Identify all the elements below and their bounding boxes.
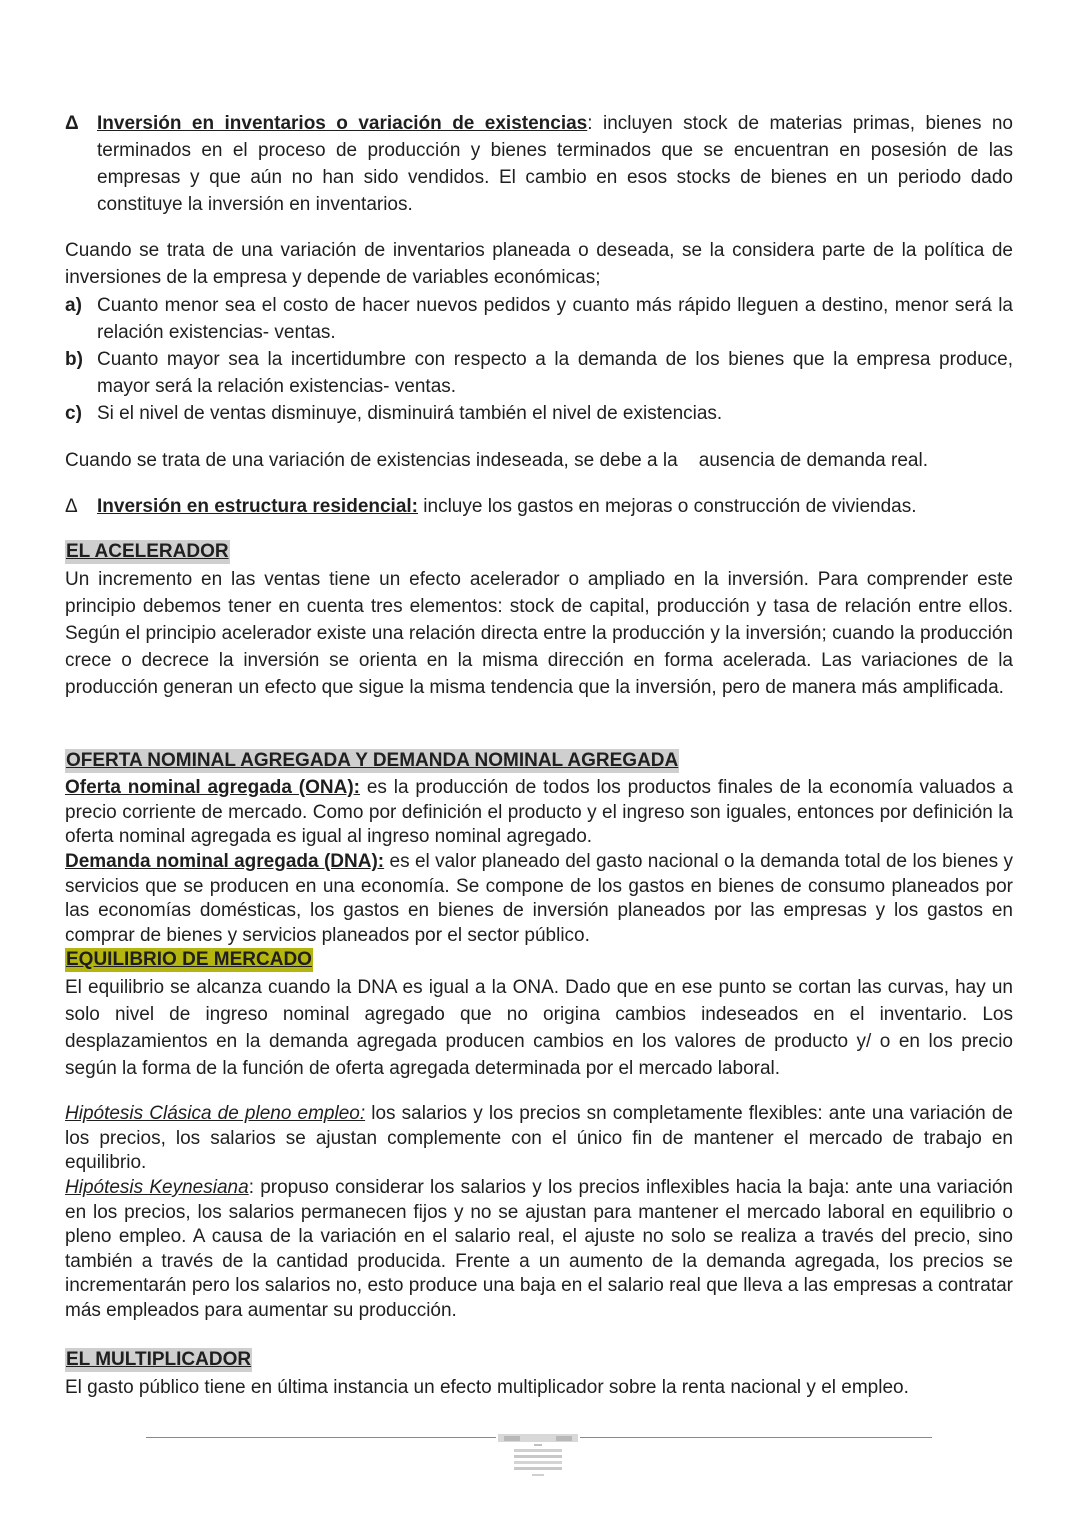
delta-bullet-icon: Δ bbox=[65, 496, 78, 517]
paragraph-indeseada: Cuando se trata de una variación de existencias indeseada, se debe a la ausencia de demanda real. bbox=[65, 450, 928, 471]
term-inventarios: Inversión en inventarios o variación de existencias bbox=[97, 113, 588, 134]
term-residencial: Inversión en estructura residencial: bbox=[97, 496, 419, 517]
list-item-a bbox=[65, 292, 1013, 346]
paragraph-equilibrio: El equilibrio se alcanza cuando la DNA es igual a la ONA. Dado que en ese punto se cortan las curvas, hay un solo nivel de ingreso nominal agregado que no origina cambios indeseados en el inventario. Los desplazamientos en la demanda agregada producen cambios en los valores de producto y/ o en los precio según la forma de la función de oferta agregada determinada por el mercado laboral. bbox=[65, 977, 1013, 1079]
term-ona: Oferta nominal agregada (ONA): bbox=[65, 777, 361, 798]
footer-logo-icon bbox=[498, 1434, 578, 1480]
list-item-c bbox=[65, 400, 1013, 427]
term-hipotesis-keynesiana: Hipótesis Keynesiana bbox=[65, 1177, 249, 1198]
text-hipotesis-keynesiana: : propuso considerar los salarios y los precios inflexibles hacia la baja: ante una variación en los precios, los salarios permanecen fijos y no se ajustan para mantener el mercado laboral en equilibrio o pleno empleo. A causa de la variación en el salario real, el ajuste no solo se realiza a través del precio, sino también a través de la cantidad producida. Frente a un aumento de la demanda agregada, los precios se incrementarán pero los salarios no, esto produce una baja en el salario real que lleva a las empresas a contratar más empleados para aumentar su producción. bbox=[65, 1177, 1013, 1321]
text-ona: es la producción de todos los productos finales de la economía valuados a precio corriente de mercado. Como por definición el producto y el ingreso son iguales, entonces por definición la oferta nominal agregada es igual al ingreso nominal agregado. bbox=[65, 777, 1013, 847]
text-dna: es el valor planeado del gasto nacional o la demanda total de los bienes y servicios que se producen en una economía. Se compone de los gastos en bienes de consumo planeados por las economías domésticas, los gastos en bienes de inversión planeados por las empresas y los gastos en comprar de bienes y servicios planeados por el sector público. bbox=[65, 851, 1013, 946]
heading-acelerador: EL ACELERADOR bbox=[66, 541, 229, 562]
paragraph-planeada: Cuando se trata de una variación de inventarios planeada o deseada, se la considera parte de la política de inversiones de la empresa y depende de variables económicas; bbox=[65, 240, 1013, 288]
heading-equilibrio: EQUILIBRIO DE MERCADO bbox=[66, 949, 312, 970]
footer-divider-left bbox=[146, 1437, 496, 1438]
text-inventarios: : incluyen stock de materias primas, bienes no terminados en el proceso de producción y bienes terminados que se encuentran en posesión de las empresas y que aún no han sido vendidos. El cambio en esos stocks de bienes en un periodo dado constituye la inversión en inventarios. bbox=[97, 113, 1014, 215]
paragraph-hipotesis-clasica bbox=[65, 1102, 1013, 1176]
list-text-b: Cuanto mayor sea la incertidumbre con respecto a la demanda de los bienes que la empresa produce, mayor será la relación existencias- ventas. bbox=[97, 349, 1013, 397]
list-item-b bbox=[65, 346, 1013, 400]
paragraph-multiplicador: El gasto público tiene en última instancia un efecto multiplicador sobre la renta nacional y el empleo. bbox=[65, 1377, 909, 1398]
paragraph-dna bbox=[65, 850, 1013, 948]
term-dna: Demanda nominal agregada (DNA): bbox=[65, 851, 385, 872]
footer-divider-right bbox=[580, 1437, 932, 1438]
heading-oferta-demanda: OFERTA NOMINAL AGREGADA Y DEMANDA NOMINAL AGREGADA bbox=[66, 750, 679, 771]
list-text-a: Cuanto menor sea el costo de hacer nuevos pedidos y cuanto más rápido lleguen a destino, menor será la relación existencias- ventas. bbox=[97, 295, 1013, 343]
list-text-c: Si el nivel de ventas disminuye, disminuirá también el nivel de existencias. bbox=[97, 403, 723, 424]
term-hipotesis-clasica: Hipótesis Clásica de pleno empleo: bbox=[65, 1103, 366, 1124]
delta-bullet-icon: Δ bbox=[65, 113, 79, 134]
text-hipotesis-clasica: los salarios y los precios sn completamente flexibles: ante una variación de los precios, los salarios se ajustan complemente con el único fin de mantener el mercado de trabajo en equilibrio. bbox=[65, 1103, 1013, 1173]
list-label-a: a) bbox=[65, 295, 82, 316]
list-label-c: c) bbox=[65, 403, 82, 424]
bullet-inventarios bbox=[65, 110, 1013, 218]
paragraph-ona bbox=[65, 776, 1013, 850]
heading-multiplicador: EL MULTIPLICADOR bbox=[66, 1349, 252, 1370]
paragraph-hipotesis-keynesiana bbox=[65, 1176, 1013, 1323]
list-label-b: b) bbox=[65, 349, 83, 370]
text-residencial: incluye los gastos en mejoras o construcción de viviendas. bbox=[418, 496, 917, 517]
paragraph-acelerador: Un incremento en las ventas tiene un efecto acelerador o ampliado en la inversión. Para comprender este principio debemos tener en cuenta tres elementos: stock de capital, producción y tasa de relación entre ellos. Según el principio acelerador existe una relación directa entre la producción y la inversión; cuando la producción crece o decrece la inversión se orienta en la misma dirección en forma acelerada. Las variaciones de la producción generan un efecto que sigue la misma tendencia que la inversión, pero de manera más amplificada. bbox=[65, 569, 1013, 698]
bullet-residencial bbox=[65, 493, 1013, 520]
